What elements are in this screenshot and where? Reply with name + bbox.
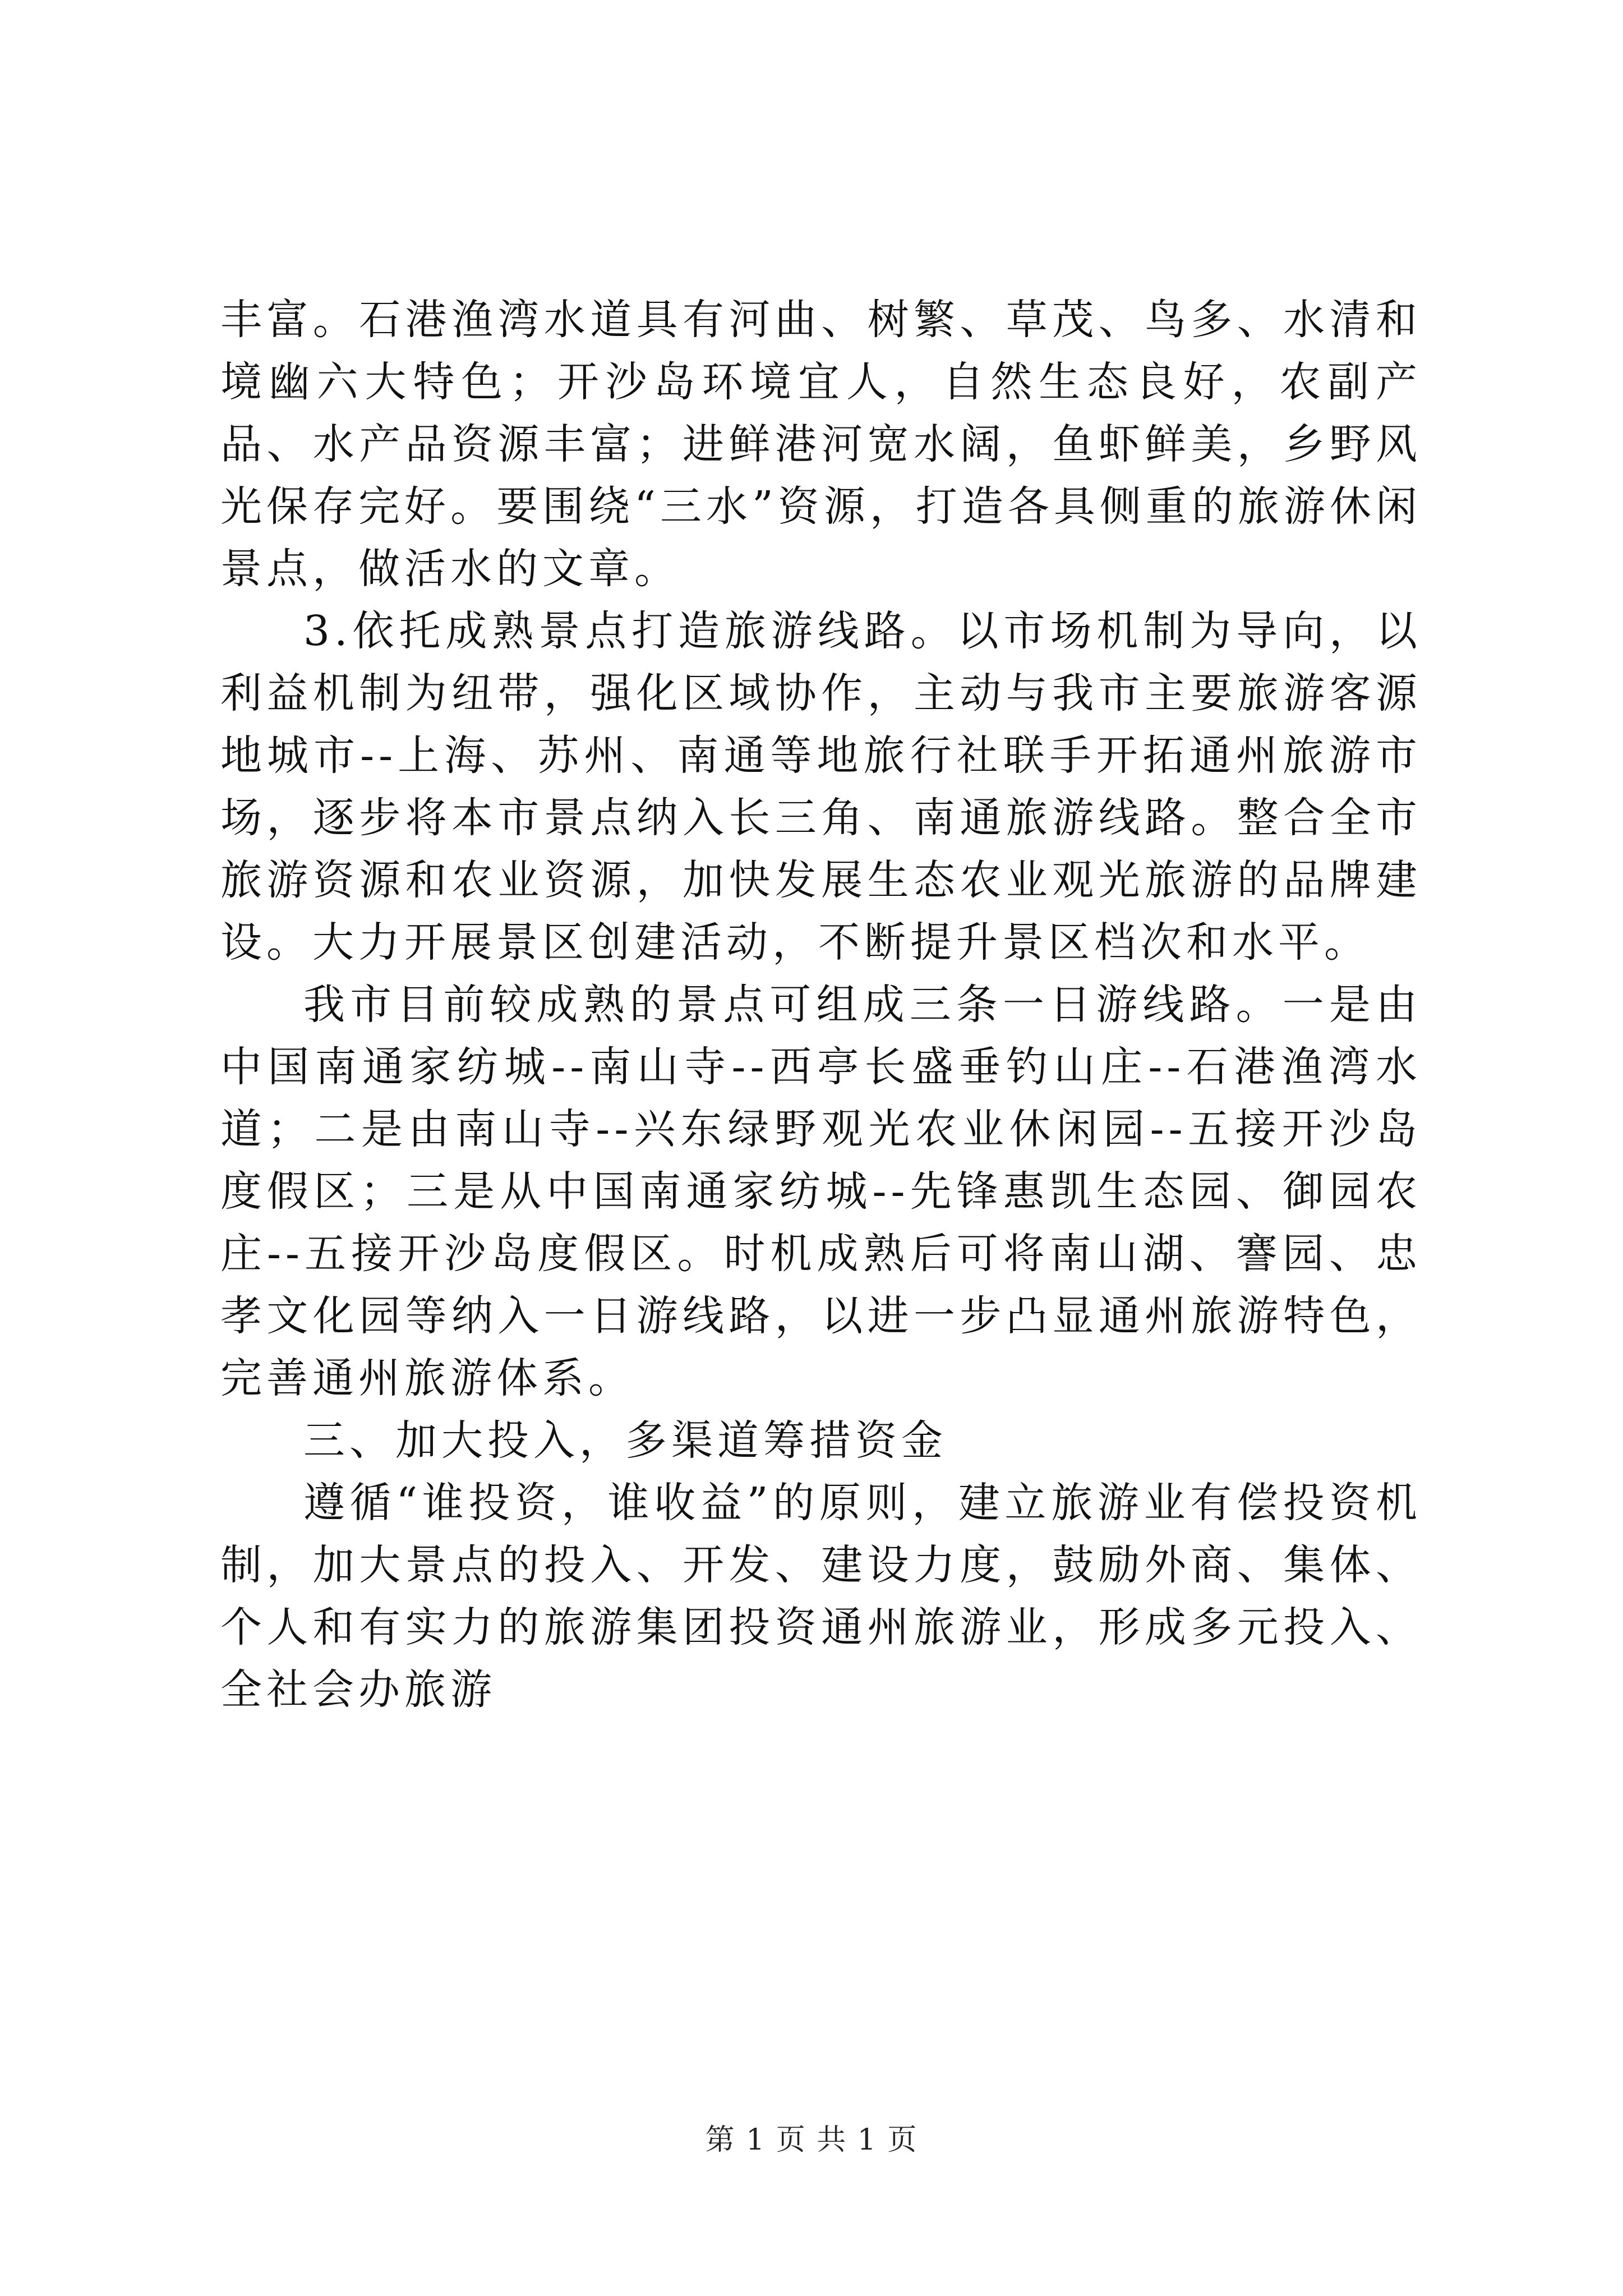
section-heading-investment: 三、加大投入，多渠道筹措资金 xyxy=(303,1416,947,1465)
paragraph-continuation: 丰富。石港渔湾水道具有河曲、树繁、草茂、鸟多、水清和境幽六大特色；开沙岛环境宜人，自然生态良好，农副产品、水产品资源丰富；进鲜港河宽水阔，鱼虾鲜美，乡野风光保存完好。要围绕“三水”资源，打造各具侧重的旅游休闲景点，做活水的文章。 xyxy=(220,296,1422,593)
paragraph-investment: 遵循“谁投资，谁收益”的原则，建立旅游业有偿投资机制，加大景点的投入、开发、建设力度，鼓励外商、集体、个人和有实力的旅游集团投资通州旅游业，形成多元投入、全社会办旅游 xyxy=(220,1479,1422,1714)
page-number-footer: 第 1 页 共 1 页 xyxy=(705,2123,918,2157)
paragraph-day-trip-lines: 我市目前较成熟的景点可组成三条一日游线路。一是由中国南通家纺城--南山寺--西亭长盛垂钓山庄--石港渔湾水道；二是由南山寺--兴东绿野观光农业休闲园--五接开沙岛度假区；三是从中国南通家纺城--先锋惠凯生态园、御园农庄--五接开沙岛度假区。时机成熟后可将南山湖、謇园、忠孝文化园等纳入一日游线路，以进一步凸显通州旅游特色，完善通州旅游体系。 xyxy=(220,981,1422,1402)
paragraph-tour-routes: 3.依托成熟景点打造旅游线路。以市场机制为导向，以利益机制为纽带，强化区域协作，主动与我市主要旅游客源地城市--上海、苏州、南通等地旅行社联手开拓通州旅游市场，逐步将本市景点纳入长三角、南通旅游线路。整合全市旅游资源和农业资源，加快发展生态农业观光旅游的品牌建设。大力开展景区创建活动，不断提升景区档次和水平。 xyxy=(220,607,1422,967)
document-body xyxy=(220,289,1422,1721)
